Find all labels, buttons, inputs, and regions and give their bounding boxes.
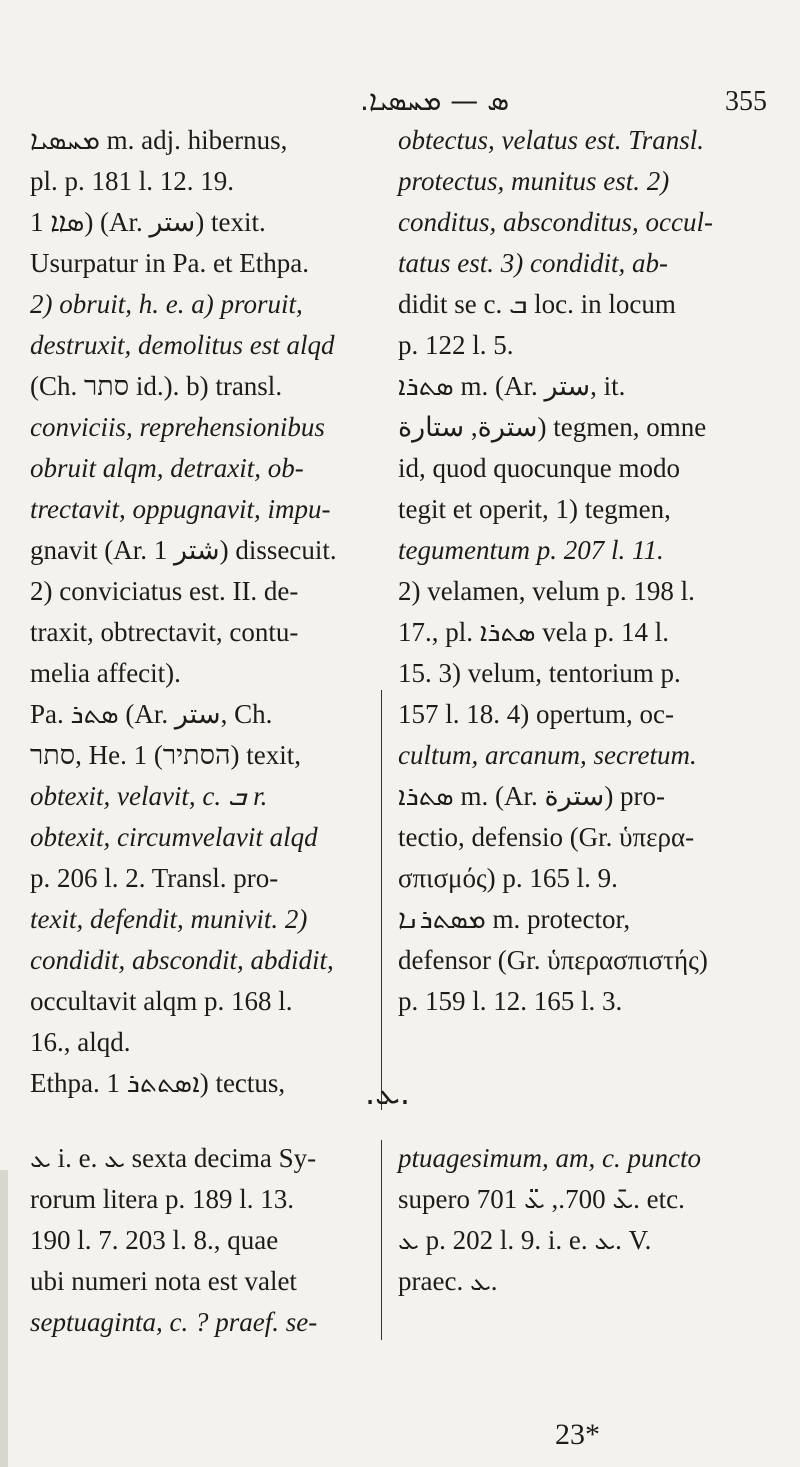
text-line: tegit et operit, 1) tegmen, — [398, 494, 671, 524]
text-line: 17., pl. ܣܬܪܐ vela p. 14 l. — [398, 617, 669, 647]
text-line: ptuagesimum, am, c. puncto — [398, 1143, 701, 1173]
text-line: 15. 3) velum, tentorium p. — [398, 658, 681, 688]
text-line: p. 206 l. 2. Transl. pro- — [30, 863, 279, 893]
text-line: conviciis, reprehensionibus — [30, 412, 325, 442]
text-line: supero ܥ̄ 700., ܥ̈ 701. etc. — [398, 1184, 685, 1214]
text-line: ܡܣܬܪܢܐ m. protector, — [398, 904, 631, 934]
text-line: ܥ i. e. ܥ sexta decima Sy- — [30, 1143, 317, 1173]
text-line: ܣܬܪܐ m. (Ar. ستر, it. — [398, 371, 626, 401]
text-line: 190 l. 7. 203 l. 8., quae — [30, 1225, 279, 1255]
text-line: cultum, arcanum, secretum. — [398, 740, 697, 770]
text-line: סתר, He. הסתיר) 1) texit, — [30, 740, 302, 770]
text-line: pl. p. 181 l. 12. 19. — [30, 166, 235, 196]
running-header — [0, 84, 800, 124]
page-edge-shadow — [0, 1170, 8, 1467]
text-line: 2) velamen, velum p. 198 l. — [398, 576, 695, 606]
text-line: destruxit, demolitus est alqd — [30, 330, 335, 360]
text-line: trectavit, oppugnavit, impu- — [30, 494, 331, 524]
right-column-bottom — [398, 1138, 778, 1302]
text-line: tectio, defensio (Gr. ὑπερα- — [398, 822, 695, 852]
text-line: obtexit, velavit, c. ܒ r. — [30, 781, 268, 811]
text-line: id, quod quocunque modo — [398, 453, 680, 483]
text-line: 16., alqd. — [30, 1027, 131, 1057]
left-column-top — [30, 120, 375, 1104]
text-line: Pa. ܣܬܪ (Ar. ستر, Ch. — [30, 699, 273, 729]
text-line: سترة, ستارة) tegmen, omne — [398, 412, 707, 442]
text-line: ܣܬܪܐ m. (Ar. سترة) pro- — [398, 781, 666, 811]
text-line: occultavit alqm p. 168 l. — [30, 986, 293, 1016]
text-line: ܡܚܣܝܐ m. adj. hibernus, — [30, 125, 288, 155]
text-line: σπισμός) p. 165 l. 9. — [398, 863, 618, 893]
text-line: tegumentum p. 207 l. 11. — [398, 535, 664, 565]
signature-mark: 23* — [555, 1418, 600, 1451]
right-column-top — [398, 120, 778, 1022]
header-catchwords: .ܣ — ܡܚܣܝܐ — [360, 84, 510, 117]
text-line: Usurpatur in Pa. et Ethpa. — [30, 248, 309, 278]
text-line: 2) obruit, h. e. a) proruit, — [30, 289, 303, 319]
text-line: p. 122 l. 5. — [398, 330, 514, 360]
section-letter-mark: .ܥ. — [365, 1074, 411, 1112]
text-line: praec. ܥ. — [398, 1266, 498, 1296]
text-line: ܥ p. 202 l. 9. i. e. ܥ. V. — [398, 1225, 652, 1255]
text-line: obruit alqm, detraxit, ob- — [30, 453, 304, 483]
text-line: melia affecit). — [30, 658, 181, 688]
text-line: conditus, absconditus, occul- — [398, 207, 713, 237]
text-line: defensor (Gr. ὑπερασπιστής) — [398, 945, 708, 975]
text-line: traxit, obtrectavit, contu- — [30, 617, 299, 647]
text-line: 157 l. 18. 4) opertum, oc- — [398, 699, 674, 729]
text-line: texit, defendit, munivit. 2) — [30, 904, 308, 934]
page-number: 355 — [725, 86, 767, 117]
text-line: rorum litera p. 189 l. 13. — [30, 1184, 294, 1214]
left-column-bottom — [30, 1138, 370, 1343]
column-rule — [381, 690, 382, 1110]
text-line: protectus, munitus est. 2) — [398, 166, 670, 196]
text-line: Ethpa. ܐܣܬܬܪ 1) tectus, — [30, 1068, 286, 1098]
column-rule — [381, 1140, 382, 1340]
text-line: septuaginta, c. ? praef. se- — [30, 1307, 318, 1337]
text-line: ubi numeri nota est valet — [30, 1266, 297, 1296]
text-line: didit se c. ܒ loc. in locum — [398, 289, 676, 319]
text-line: (Ch. סתר id.). b) transl. — [30, 371, 283, 401]
text-line: ܣܐܐ 1) (Ar. ستر) texit. — [30, 207, 266, 237]
text-line: obtectus, velatus est. Transl. — [398, 125, 704, 155]
text-line: condidit, abscondit, abdidit, — [30, 945, 334, 975]
text-line: 2) conviciatus est. II. de- — [30, 576, 299, 606]
text-line: p. 159 l. 12. 165 l. 3. — [398, 986, 623, 1016]
text-line: obtexit, circumvelavit alqd — [30, 822, 318, 852]
text-line: gnavit (Ar. شتر 1) dissecuit. — [30, 535, 337, 565]
text-line: tatus est. 3) condidit, ab- — [398, 248, 668, 278]
